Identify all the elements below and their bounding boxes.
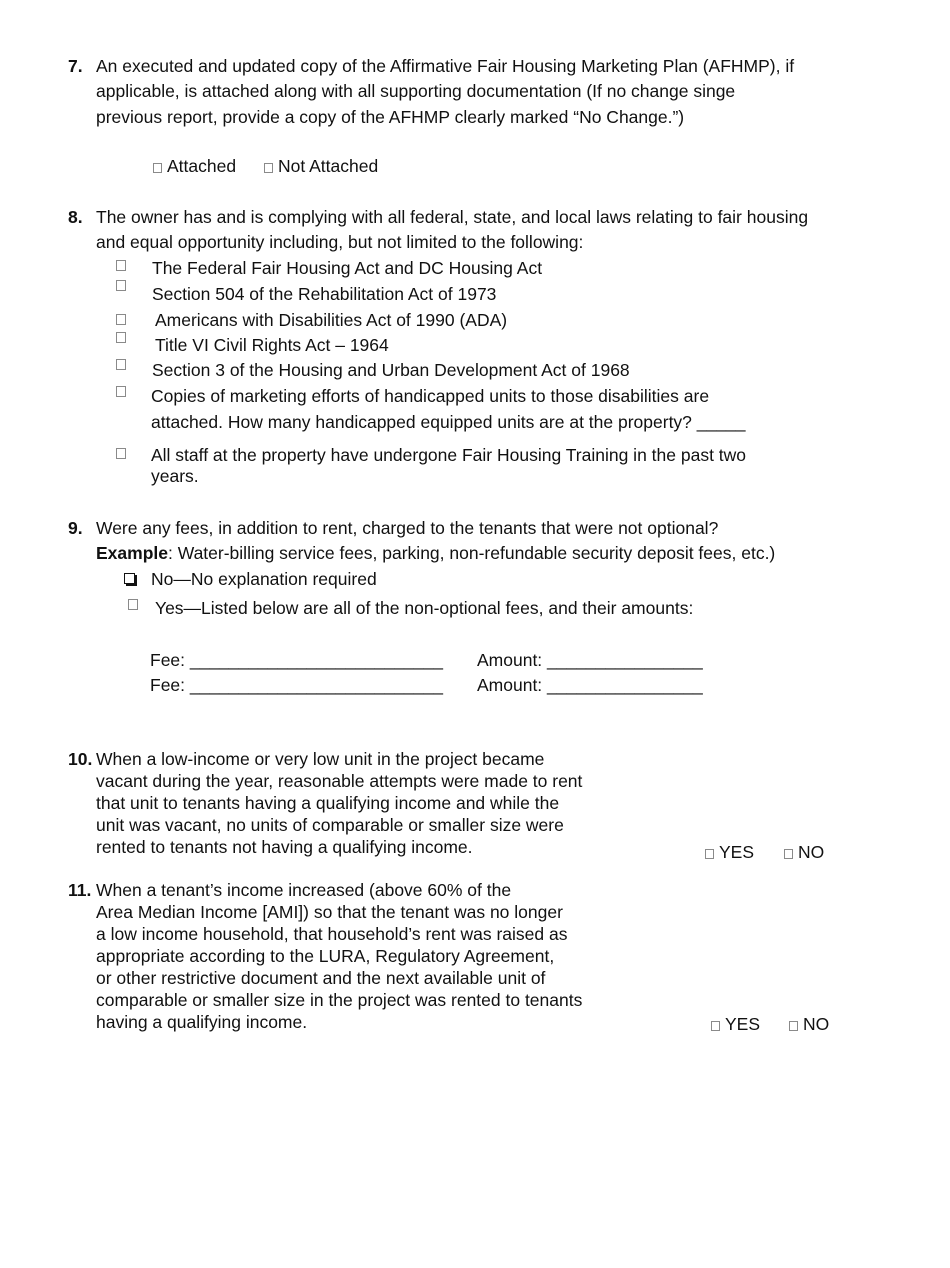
checkbox-icon[interactable]: [116, 314, 126, 325]
example-label: Example: [96, 543, 168, 563]
question-text-line: appropriate according to the LURA, Regulatory Agreement,: [96, 946, 555, 966]
question-text-line: Were any fees, in addition to rent, charged to the tenants that were not optional?: [96, 518, 719, 538]
no-label: NO: [803, 1014, 830, 1034]
checkbox-icon[interactable]: [116, 448, 126, 459]
question-number: 8.: [68, 207, 83, 227]
question-text-line: Area Median Income [AMI]) so that the tenant was no longer: [96, 902, 563, 922]
question-text-line: When a tenant’s income increased (above 60% of the: [96, 880, 512, 900]
option-label: Not Attached: [278, 156, 379, 176]
checkbox-icon[interactable]: [116, 386, 126, 397]
amount-field[interactable]: Amount: ________________: [477, 675, 703, 695]
law-item-continued: attached. How many handicapped equipped units are at the property? _____: [151, 412, 746, 432]
law-item: Section 3 of the Housing and Urban Development Act of 1968: [152, 360, 630, 380]
question-text-line: The owner has and is complying with all federal, state, and local laws relating to fair housing: [96, 207, 809, 227]
option-yes: Yes—Listed below are all of the non-optional fees, and their amounts:: [155, 598, 694, 618]
question-text-line: An executed and updated copy of the Affirmative Fair Housing Marketing Plan (AFHMP), if: [96, 56, 795, 76]
question-number: 9.: [68, 518, 83, 538]
question-text-line: or other restrictive document and the next available unit of: [96, 968, 546, 988]
checkbox-icon[interactable]: [116, 280, 126, 291]
law-item-continued: years.: [151, 466, 199, 486]
checkbox-icon[interactable]: [789, 1021, 798, 1031]
question-text-line: having a qualifying income.: [96, 1012, 308, 1032]
attached-option[interactable]: [153, 155, 236, 177]
question-number: 10.: [68, 749, 93, 769]
question-text-line: and equal opportunity including, but not limited to the following:: [96, 232, 584, 252]
question-text-line: that unit to tenants having a qualifying income and while the: [96, 793, 560, 813]
law-item: All staff at the property have undergone Fair Housing Training in the past two: [151, 445, 747, 465]
question-number: 11.: [68, 880, 92, 900]
question-text-line: comparable or smaller size in the project was rented to tenants: [96, 990, 583, 1010]
yes-option[interactable]: [711, 1013, 760, 1035]
law-item: Section 504 of the Rehabilitation Act of 1973: [152, 284, 497, 304]
question-text-line: previous report, provide a copy of the AFHMP clearly marked “No Change.”): [96, 107, 685, 127]
example-line: [96, 542, 775, 564]
question-text-line: vacant during the year, reasonable attempts were made to rent: [96, 771, 583, 791]
fee-field[interactable]: Fee: __________________________: [150, 675, 443, 695]
checkbox-icon[interactable]: [128, 599, 138, 610]
question-text-line: unit was vacant, no units of comparable or smaller size were: [96, 815, 564, 835]
no-option[interactable]: [789, 1013, 829, 1035]
checkbox-icon[interactable]: [705, 849, 714, 859]
law-item: Copies of marketing efforts of handicapped units to those disabilities are: [151, 386, 710, 406]
no-option[interactable]: [784, 841, 824, 863]
checkbox-icon[interactable]: [153, 163, 162, 173]
checkbox-icon[interactable]: [711, 1021, 720, 1031]
question-text-line: When a low-income or very low unit in the project became: [96, 749, 545, 769]
yes-label: YES: [719, 842, 755, 862]
law-item: Americans with Disabilities Act of 1990 (ADA): [155, 310, 508, 330]
fee-field[interactable]: Fee: __________________________: [150, 650, 443, 670]
law-item: The Federal Fair Housing Act and DC Housing Act: [152, 258, 543, 278]
yes-label: YES: [725, 1014, 761, 1034]
checkbox-icon[interactable]: [116, 359, 126, 370]
yes-option[interactable]: [705, 841, 754, 863]
checkbox-icon[interactable]: [116, 332, 126, 343]
checkbox-icon[interactable]: [264, 163, 273, 173]
checkbox-icon[interactable]: [124, 573, 135, 584]
question-text-line: a low income household, that household’s rent was raised as: [96, 924, 568, 944]
checkbox-icon[interactable]: [116, 260, 126, 271]
law-item: Title VI Civil Rights Act – 1964: [155, 335, 389, 355]
question-text-line: applicable, is attached along with all supporting documentation (If no change singe: [96, 81, 736, 101]
no-label: NO: [798, 842, 825, 862]
option-no: No—No explanation required: [151, 569, 377, 589]
not-attached-option[interactable]: [264, 155, 378, 177]
example-text: : Water-billing service fees, parking, non-refundable security deposit fees, etc.): [167, 543, 776, 563]
amount-field[interactable]: Amount: ________________: [477, 650, 703, 670]
option-label: Attached: [167, 156, 237, 176]
question-number: 7.: [68, 56, 83, 76]
question-text-line: rented to tenants not having a qualifying income.: [96, 837, 473, 857]
checkbox-icon[interactable]: [784, 849, 793, 859]
